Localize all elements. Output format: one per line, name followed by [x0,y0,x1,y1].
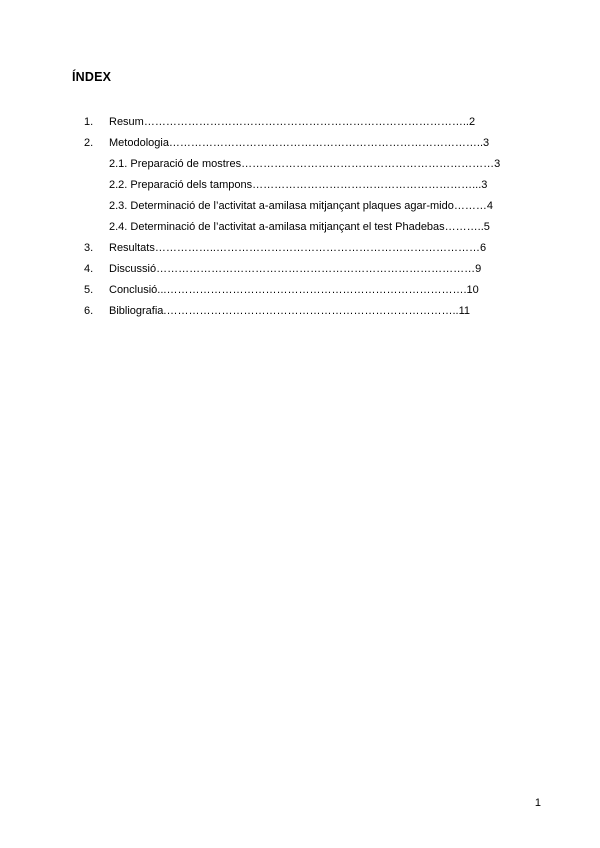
toc-entry-text: 2.1. Preparació de mostres……………………………………………………………3 [109,158,501,170]
toc-entry-number: 1. [84,116,94,128]
toc-entry-text: 2.3. Determinació de l’activitat a-amilasa mitjançant plaques agar-mido………4 [109,200,493,212]
toc-entry-text: Resum……………………………………………………………………………..2 [109,116,476,128]
toc-entry-text: Resultats……………..………………………………………………………………6 [109,242,487,254]
page-number: 1 [534,797,541,809]
toc-entry-number: 6. [84,305,94,317]
toc-entry-number: 3. [84,242,94,254]
toc-entry-number: 4. [84,263,94,275]
toc-entry-discussio[interactable] [84,261,532,277]
toc-entry-number: 5. [84,284,94,296]
toc-entry-text: Discussió……………………………………………………………………………9 [109,263,482,275]
toc-entry-plaques-agar-mido[interactable] [109,198,533,214]
toc-entry-resum[interactable] [84,114,532,130]
toc-entry-preparacio-tampons[interactable] [109,177,533,193]
index-title: ÍNDEX [72,70,112,84]
toc-entry-resultats[interactable] [84,240,532,256]
toc-entry-preparacio-mostres[interactable] [109,156,533,172]
toc-entry-number: 2. [84,137,94,149]
toc-entry-text: Bibliografia.……………………………………………………………………..11 [109,305,471,317]
toc-entry-text: Conclusió...……………………………………………………………………….10 [109,284,479,296]
toc-entry-test-phadebas[interactable] [109,219,533,235]
toc-entry-text: Metodologia…………………………………………………………………………..3 [109,137,490,149]
toc-entry-bibliografia[interactable] [84,303,532,319]
toc-entry-conclusio[interactable] [84,282,532,298]
toc-entry-metodologia[interactable] [84,135,532,151]
toc-entry-text: 2.2. Preparació dels tampons……………………………………………………...3 [109,179,488,191]
toc-entry-text: 2.4. Determinació de l’activitat a-amilasa mitjançant el test Phadebas………..5 [109,221,490,233]
